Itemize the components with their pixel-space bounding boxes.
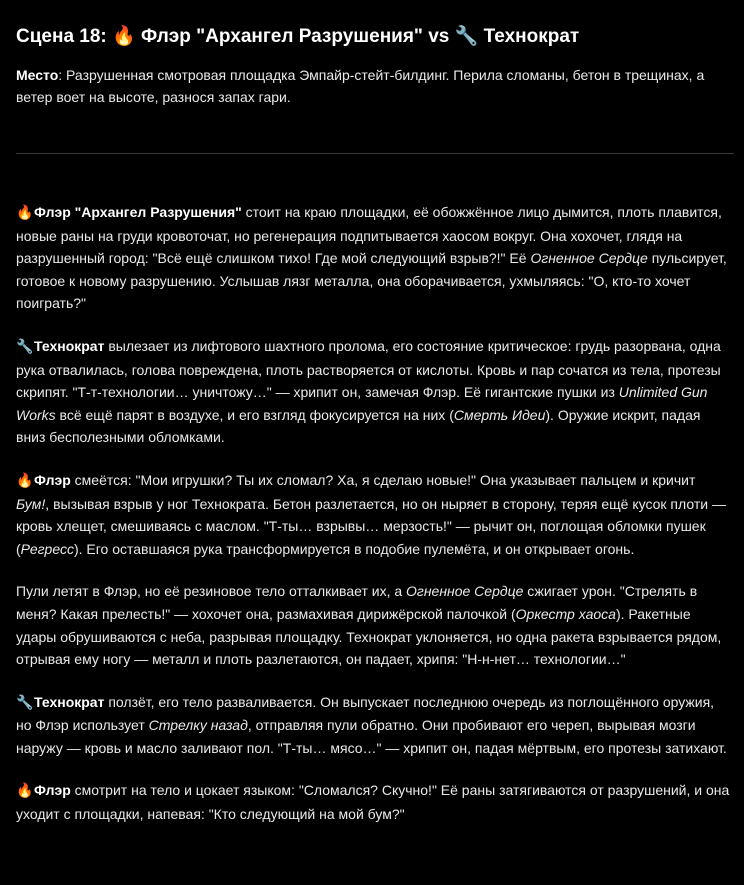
fire-icon: 🔥 [16, 205, 34, 221]
ability-name: Огненное Сердце [406, 583, 524, 600]
paragraph-text: всё ещё парят в воздухе, и его взгляд фокусируется на них ( [55, 406, 454, 423]
title-villain: Технократ [478, 26, 580, 47]
paragraph-5 [16, 691, 730, 760]
title-prefix: Сцена 18: [16, 26, 113, 47]
paragraph-text: пульсирует, готовое к новому разрушению. Услышав лязг металла, она оборачивается, ухмыляясь: "О, кто-то хочет поиграть?" [16, 250, 727, 312]
place-label: Место [16, 67, 59, 83]
paragraph-1 [16, 201, 730, 315]
wrench-icon: 🔧 [16, 694, 34, 711]
ability-name: Unlimited Gun Works [16, 384, 708, 423]
ability-name: Стрелку назад [148, 717, 248, 734]
ability-name: Смерть Идеи [453, 406, 546, 423]
paragraph-text: смеётся: "Мои игрушки? Ты их сломал? Ха, я сделаю новые!" Она указывает пальцем и кричит [70, 471, 696, 488]
scene-title [16, 24, 579, 48]
paragraph-text: , вызывая взрыв у ног Технократа. Бетон разлетается, но он ныряет в сторону, теряя ещё кусок плоти — кровь хлещет, смешиваясь с маслом. "Т-ты… взрывы… мерзость!" — рычит он, поглощая обломки пушек ( [16, 495, 726, 557]
paragraph-3 [16, 469, 730, 560]
ability-name: Регресс [20, 540, 74, 557]
paragraph-text: ). Оружие искрит, падая вниз бесполезными обломками. [16, 406, 701, 446]
paragraph-text: ). Ракетные удары обрушиваются с неба, разрывая площадку. Технократ уклоняется, но одна ракета взрывается рядом, отрывая ему ногу — металл и плоть разлетаются, он падает, хрипя: "Н-н-нет… технологии…" [16, 605, 722, 668]
paragraph-text: смотрит на тело и цокает языком: "Сломался? Скучно!" Её раны затягиваются от разрушений, и она уходит с площадки, напевая: "Кто следующий на мой бум?" [16, 782, 730, 823]
fire-icon: 🔥 [16, 783, 34, 800]
place-description [16, 64, 726, 108]
fire-icon: 🔥 [16, 472, 34, 489]
paragraph-text: ). Его оставшаяся рука трансформируется в подобие пулемёта, и он открывает огонь. [73, 540, 635, 557]
character-name: Технократ [34, 693, 105, 710]
paragraph-text: Пули летят в Флэр, но её резиновое тело отталкивает их, а [16, 583, 407, 600]
paragraph-4 [16, 580, 730, 670]
character-name: Флэр "Архангел Разрушения" [34, 204, 242, 220]
title-hero: Флэр "Архангел Разрушения" [135, 26, 429, 47]
ability-name: Огненное Сердце [530, 250, 648, 267]
character-name: Флэр [34, 471, 71, 488]
section-divider [16, 153, 734, 154]
paragraph-text: , отправляя пули обратно. Они пробивают его череп, вырывая мозги наружу — кровь и масло заливают пол. "Т-ты… мясо…" — хрипит он, падая мёртвым, его протезы затихают. [16, 717, 727, 756]
paragraph-6 [16, 779, 730, 825]
paragraph-text: ползёт, его тело разваливается. Он выпускает последнюю очередь из поглощённого оружия, но Флэр использует [16, 693, 715, 734]
ability-name: Оркестр хаоса [515, 605, 616, 622]
paragraph-text: вылезает из лифтового шахтного пролома, его состояние критическое: грудь разорвана, одна рука отвалилась, голова повреждена, плоть растворяется от кислоты. Кровь и пар сочатся из тела, протезы скрипят. "Т-т-технологии… уничтожу…" — хрипит он, замечая Флэр. Её гигантские пушки из [16, 337, 721, 401]
paragraph-text: стоит на краю площадки, её обожжённое лицо дымится, плоть плавится, новые раны на груди кровоточат, но регенерация подпитывается хаосом вокруг. Она хохочет, глядя на разрушенный город: "Всё ещё слишком тихо! Где мой следующий взрыв?!" Её [16, 204, 722, 267]
story-body [16, 201, 730, 846]
character-name: Флэр [34, 782, 71, 799]
character-name: Технократ [34, 337, 105, 354]
paragraph-text: сжигает урон. "Стрелять в меня? Какая прелесть!" — хохочет она, размахивая дирижёрской палочкой ( [16, 583, 698, 622]
place-text: : Разрушенная смотровая площадка Эмпайр-стейт-билдинг. Перила сломаны, бетон в трещинах, а ветер воет на высоте, разнося запах гари. [16, 67, 705, 105]
fire-icon: 🔥 [112, 26, 136, 47]
wrench-icon: 🔧 [16, 338, 34, 355]
paragraph-2 [16, 335, 730, 449]
wrench-icon: 🔧 [454, 26, 479, 47]
title-vs: vs [428, 26, 450, 47]
ability-name: Бум! [16, 495, 46, 512]
